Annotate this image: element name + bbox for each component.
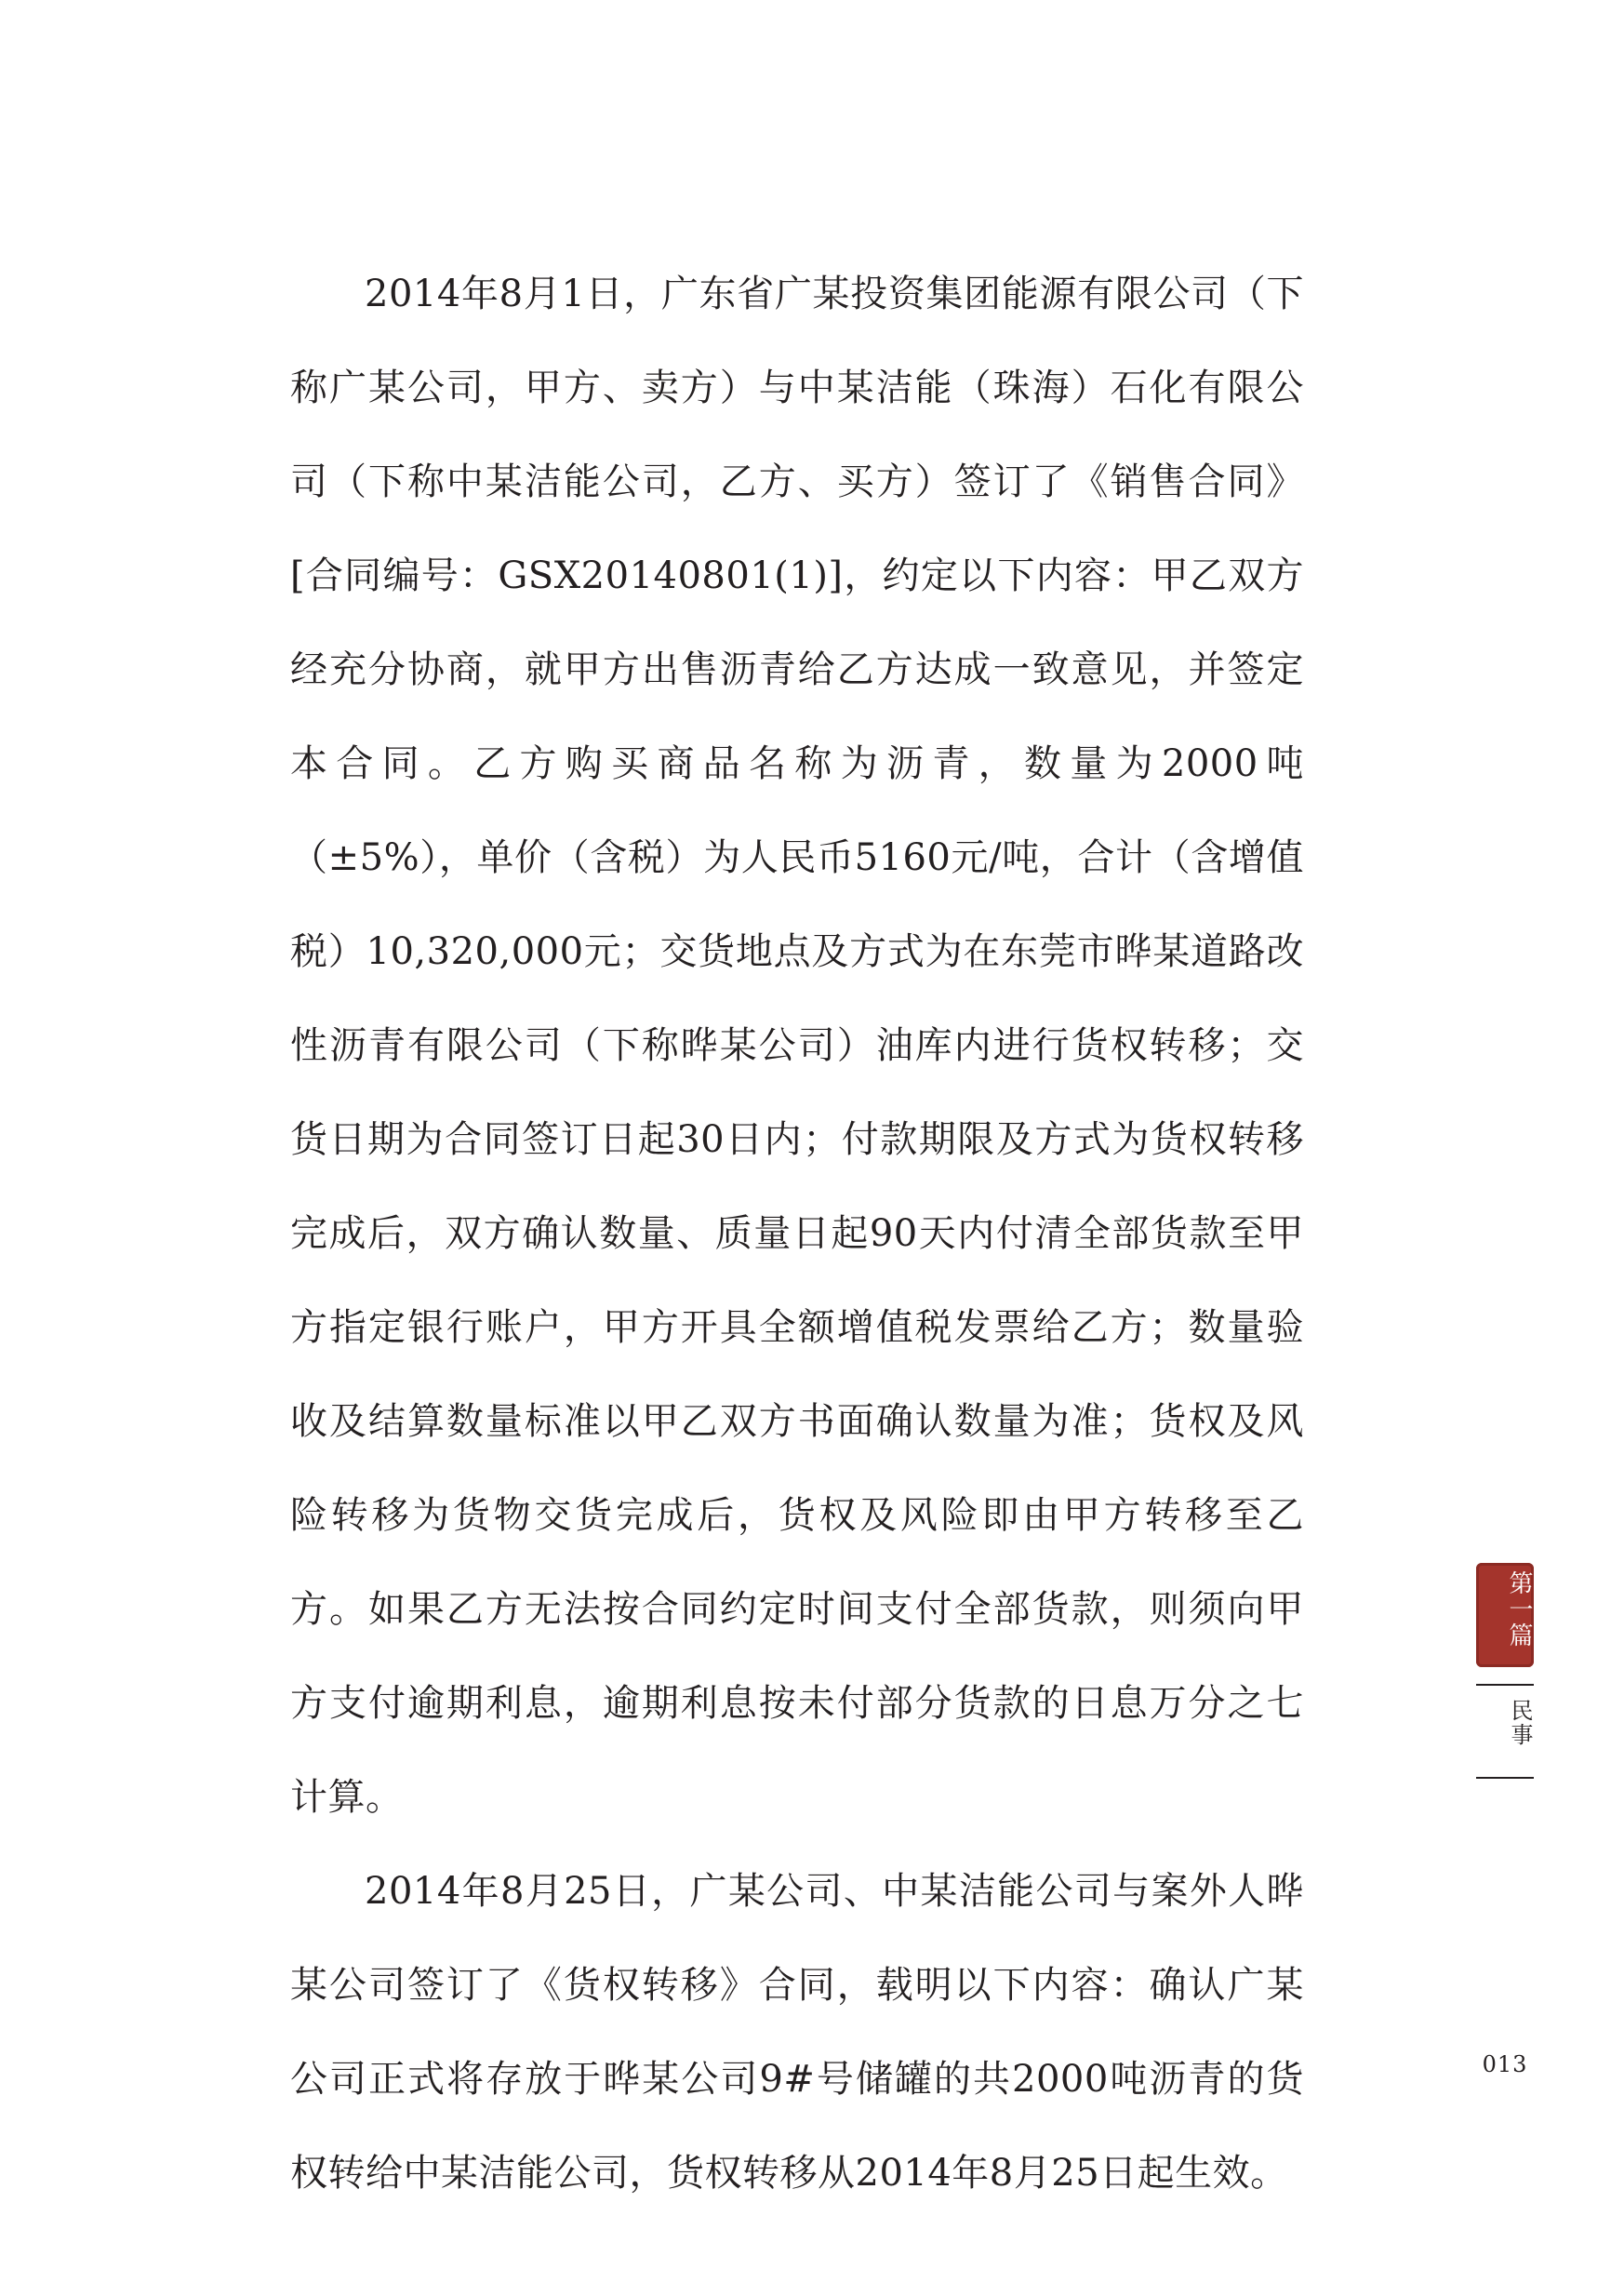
body-text [290,247,1304,2221]
section-divider-top [1476,1684,1534,1686]
section-divider-bottom [1476,1777,1534,1779]
paragraph: 2014年8月25日，广某公司、中某洁能公司与案外人晔某公司签订了《货权转移》合同，载明以下内容：确认广某公司正式将存放于晔某公司9#号储罐的共2000吨沥青的货权转给中某洁能公司，货权转移从2014年8月25日起生效。 [290,1870,1304,2195]
paragraph: 2014年8月1日，广东省广某投资集团能源有限公司（下称广某公司，甲方、卖方）与中某洁能（珠海）石化有限公司（下称中某洁能公司，乙方、买方）签订了《销售合同》[合同编号：GSX20140801(1)]，约定以下内容：甲乙双方经充分协商，就甲方出售沥青给乙方达成一致意见，并签定本合同。乙方购买商品名称为沥青，数量为2000吨（±5%），单价（含税）为人民币5160元/吨，合计（含增值税）10,320,000元；交货地点及方式为在东莞市晔某道路改性沥青有限公司（下称晔某公司）油库内进行货权转移；交货日期为合同签订日起30日内；付款期限及方式为货权转移完成后，双方确认数量、质量日起90天内付清全部货款至甲方指定银行账户，甲方开具全额增值税发票给乙方；数量验收及结算数量标准以甲乙双方书面确认数量为准；货权及风险转移为货物交货完成后，货权及风险即由甲方转移至乙方。如果乙方无法按合同约定时间支付全部货款，则须向甲方支付逾期利息，逾期利息按未付部分货款的日息万分之七计算。 [290,273,1304,1819]
part-tab [1476,1563,1534,1667]
page-number: 013 [1482,2051,1528,2077]
part-tab-label: 第一篇 [1505,1570,1533,1649]
section-label: 民事 [1507,1699,1533,1747]
